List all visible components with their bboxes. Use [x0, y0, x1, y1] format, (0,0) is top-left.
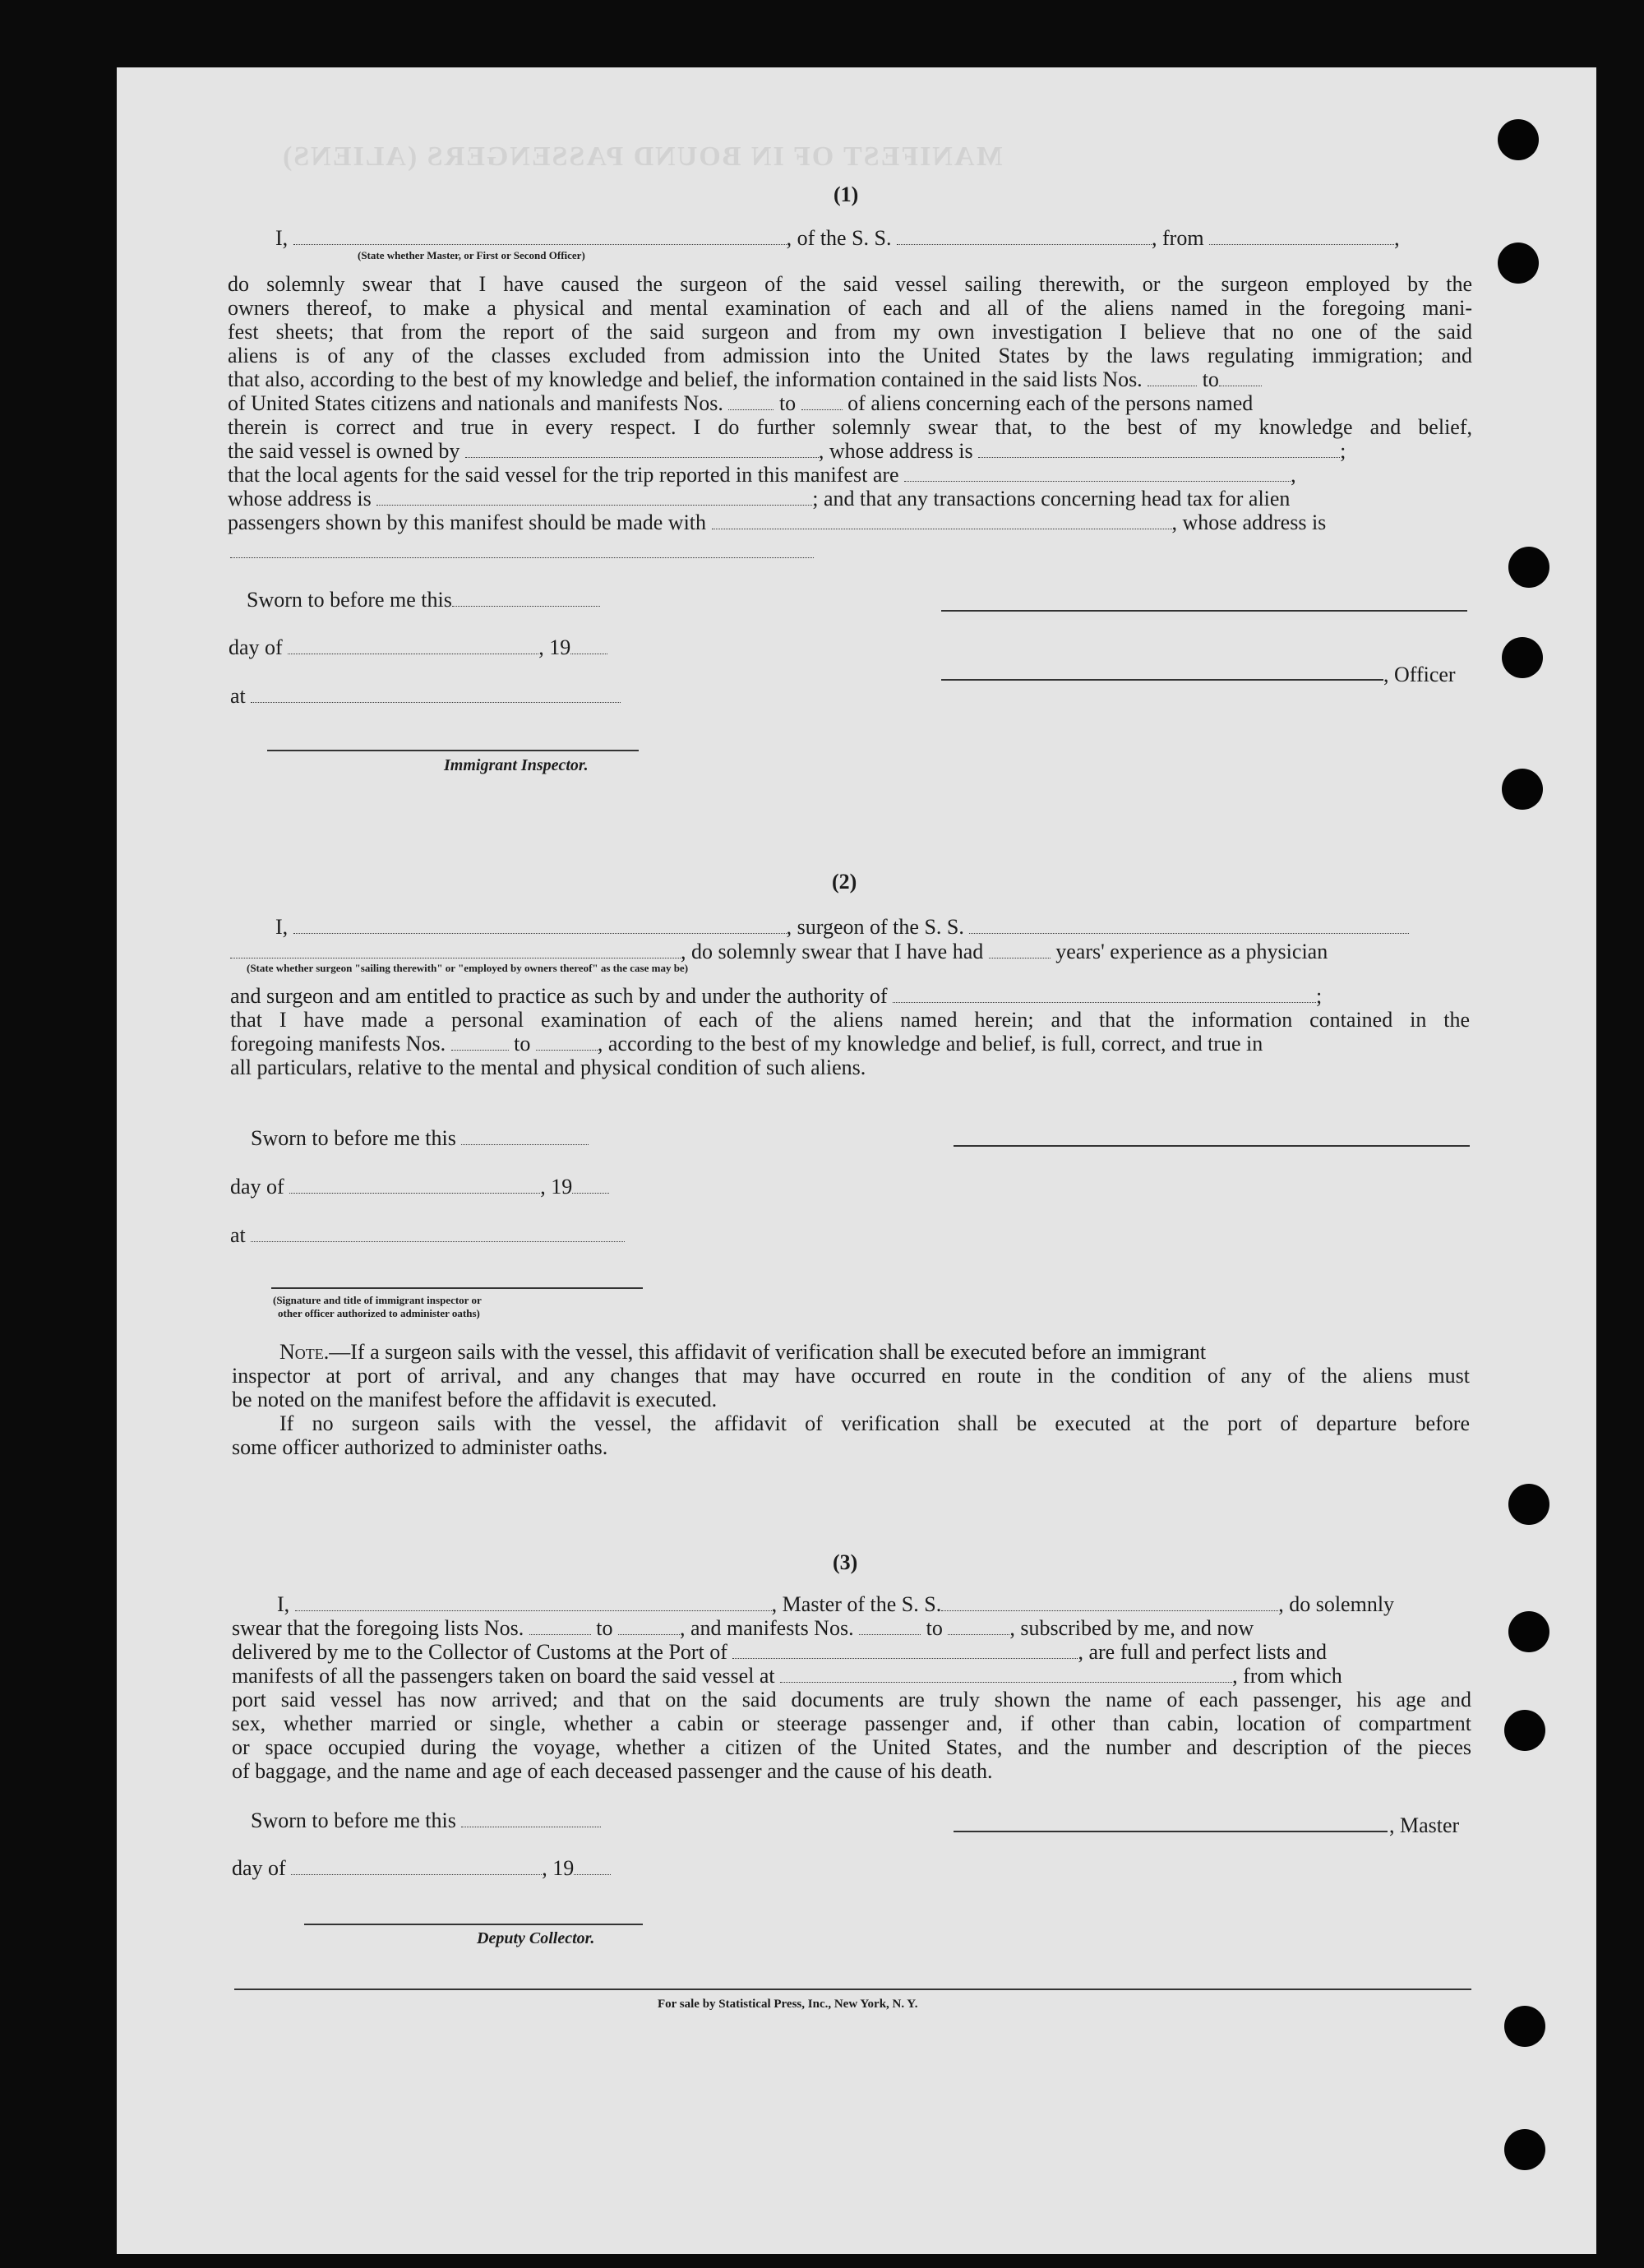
s1-para-line-agent-address: whose address is ; and that any transactions concerning head tax for alien — [228, 487, 1291, 510]
s1-para-line: owners thereof, to make a physical and mental examination of each and all of the aliens named in the foregoing mani- — [228, 296, 1472, 320]
s1-agents-address-field[interactable] — [376, 490, 812, 506]
s3-line-4: manifests of all the passengers taken on board the said vessel at , from which — [232, 1664, 1342, 1688]
s2-line-2: , do solemnly swear that I have had years' experience as a physician — [230, 940, 1328, 964]
s1-para-line-agents: that the local agents for the said vessel for the trip reported in this manifest are , — [228, 463, 1296, 487]
s2-authority-field[interactable] — [893, 987, 1316, 1003]
binder-hole — [1502, 769, 1543, 810]
s1-inspector-label: Immigrant Inspector. — [444, 756, 589, 774]
s3-master-name-field[interactable] — [295, 1596, 772, 1611]
s2-para-line-manifests: foregoing manifests Nos. to , according to the best of my knowledge and belief, is full, correct, and true in — [230, 1032, 1263, 1055]
binder-hole — [1508, 547, 1549, 588]
s3-para-line: sex, whether married or single, whether a cabin or steerage passenger and, if other than cabin, location of compartment — [232, 1711, 1471, 1735]
s1-owner-field[interactable] — [465, 442, 819, 458]
s1-month-field[interactable] — [288, 639, 538, 654]
s1-officer-signature-line-2[interactable] — [941, 679, 1383, 681]
s1-para-line-headtax: passengers shown by this manifest should be made with , whose address is — [228, 510, 1327, 534]
s1-owner-address-field[interactable] — [978, 442, 1340, 458]
s1-ship-name-field[interactable] — [897, 229, 1152, 245]
s1-officer-name-field[interactable] — [293, 229, 787, 245]
s1-sworn: Sworn to before me this — [247, 588, 600, 612]
s2-note-label: Note. — [279, 1340, 330, 1364]
s1-officer-signature-line-1[interactable] — [941, 610, 1467, 612]
s1-lists-to-field[interactable] — [1219, 371, 1262, 386]
binder-hole — [1508, 1611, 1549, 1652]
s2-surgeon-note: (State whether surgeon "sailing therewith" or "employed by owners thereof" as the case may be) — [247, 962, 689, 974]
s2-signature-note-2: other officer authorized to administer oaths) — [278, 1307, 480, 1319]
s1-day-of: day of , 19 — [229, 635, 607, 660]
section-1-number: (1) — [834, 182, 859, 206]
s1-headtax-address-field[interactable] — [230, 557, 814, 558]
s2-day-of: day of , 19 — [230, 1175, 609, 1199]
s1-officer-label: , Officer — [1383, 663, 1456, 686]
s3-master-label: , Master — [1389, 1813, 1460, 1837]
s1-sworn-date-field[interactable] — [452, 591, 600, 607]
s1-manifests-from-field[interactable] — [728, 395, 774, 410]
section-2-number: (2) — [832, 870, 857, 894]
s2-note-line: If no surgeon sails with the vessel, the affidavit of verification shall be executed at the port of departure before — [279, 1411, 1470, 1435]
s1-line1-end: , — [1394, 226, 1400, 250]
s2-sworn: Sworn to before me this — [251, 1126, 589, 1151]
s1-para-line: fest sheets; that from the report of the said surgeon and from my own investigation I believe that no one of the said — [228, 320, 1472, 344]
s3-month-field[interactable] — [291, 1859, 542, 1875]
s1-agents-field[interactable] — [904, 466, 1291, 482]
s2-surgeon-signature-line[interactable] — [954, 1145, 1470, 1147]
s2-manifests-to-field[interactable] — [536, 1035, 598, 1051]
s2-surgeon-name-field[interactable] — [293, 918, 787, 934]
s3-year-field[interactable] — [574, 1859, 611, 1875]
section-3-number: (3) — [833, 1550, 858, 1574]
s1-inspector-signature-line[interactable] — [267, 750, 639, 751]
s3-line-1: I, , Master of the S. S. , do solemnly — [277, 1592, 1395, 1616]
s2-at: at — [230, 1223, 625, 1248]
binder-hole — [1498, 119, 1539, 160]
footer-rule — [234, 1989, 1471, 1990]
binder-hole — [1504, 2129, 1545, 2170]
s1-para-line: therein is correct and true in every respect. I do further solemnly swear that, to the best of my knowledge and belief, — [228, 415, 1472, 439]
s2-para-line: all particulars, relative to the mental and physical condition of such aliens. — [230, 1055, 866, 1079]
s3-port-field[interactable] — [732, 1643, 1078, 1659]
printer-credit: For sale by Statistical Press, Inc., New York, N. Y. — [658, 1998, 918, 2011]
s1-at: at — [230, 684, 621, 709]
s2-para-line-authority: and surgeon and am entitled to practice as such by and under the authority of ; — [230, 984, 1323, 1008]
s3-ship-name-field[interactable] — [941, 1596, 1278, 1611]
s3-manifests-to-field[interactable] — [948, 1619, 1009, 1635]
s2-signature-note-1: (Signature and title of immigrant inspector or — [273, 1294, 482, 1306]
s3-master-signature-line[interactable] — [954, 1831, 1388, 1832]
s1-from-port-field[interactable] — [1209, 229, 1394, 245]
s1-para-line-lists: that also, according to the best of my knowledge and belief, the information contained in the said lists Nos. to — [228, 367, 1262, 392]
s1-of-ss: , of the S. S. — [786, 226, 892, 250]
s1-headtax-field[interactable] — [712, 514, 1172, 529]
s1-para-line-owner: the said vessel is owned by , whose address is ; — [228, 439, 1346, 463]
s2-inspector-signature-line[interactable] — [271, 1287, 643, 1289]
s1-place-field[interactable] — [251, 687, 621, 703]
binder-hole — [1502, 637, 1543, 678]
s3-day-of: day of , 19 — [232, 1856, 611, 1881]
s3-lists-to-field[interactable] — [618, 1619, 680, 1635]
s3-sworn-date-field[interactable] — [461, 1812, 601, 1827]
s3-departure-port-field[interactable] — [780, 1667, 1232, 1683]
s2-line-1: I, , surgeon of the S. S. — [275, 915, 1409, 940]
s3-line-2: swear that the foregoing lists Nos. to , and manifests Nos. to , subscribed by me, and now — [232, 1616, 1254, 1640]
s3-para-line: port said vessel has now arrived; and that on the said documents are truly shown the name of each passenger, his age and — [232, 1688, 1471, 1711]
s2-ship-name-field[interactable] — [969, 918, 1409, 934]
s3-manifests-from-field[interactable] — [859, 1619, 921, 1635]
s3-deputy-label: Deputy Collector. — [477, 1929, 595, 1947]
s1-para-line: aliens is of any of the classes excluded from admission into the United States by the laws regulating immigration; and — [228, 344, 1472, 367]
s2-note-line-1: Note.—If a surgeon sails with the vessel, this affidavit of verification shall be executed before an immigrant — [279, 1340, 1207, 1364]
s1-lists-from-field[interactable] — [1148, 371, 1197, 386]
binder-hole — [1504, 1710, 1545, 1751]
s3-para-line: or space occupied during the voyage, whether a citizen of the United States, and the number and description of the pieces — [232, 1735, 1471, 1759]
s1-master-note: (State whether Master, or First or Second Officer) — [358, 249, 585, 261]
s3-sworn: Sworn to before me this — [251, 1808, 601, 1833]
s2-manifests-from-field[interactable] — [451, 1035, 509, 1051]
s2-year-field[interactable] — [572, 1178, 609, 1194]
binder-hole — [1498, 243, 1539, 284]
s2-place-field[interactable] — [251, 1226, 625, 1242]
binder-hole — [1508, 1484, 1549, 1525]
s1-para-line: do solemnly swear that I have caused the surgeon of the said vessel sailing therewith, or the surgeon employed by the — [228, 272, 1472, 296]
faint-bleedthrough-header: MANIFEST OF IN BOUND PASSENGERS (ALIENS) — [281, 141, 1003, 172]
s2-note-line: be noted on the manifest before the affidavit is executed. — [232, 1388, 718, 1411]
s1-year-field[interactable] — [570, 639, 607, 654]
s1-manifests-to-field[interactable] — [801, 395, 843, 410]
s1-I: I, — [275, 226, 289, 250]
s1-from: , from — [1152, 226, 1204, 250]
s2-years-field[interactable] — [989, 943, 1051, 958]
binder-hole — [1504, 2006, 1545, 2047]
s2-surgeon-status-field[interactable] — [230, 943, 681, 958]
s3-para-line: of baggage, and the name and age of each deceased passenger and the cause of his death. — [232, 1759, 993, 1783]
s1-line-1 — [275, 226, 1400, 251]
s1-para-line-manifests: of United States citizens and nationals and manifests Nos. to of aliens concerning each of the persons named — [228, 391, 1254, 415]
s3-deputy-signature-line[interactable] — [304, 1924, 643, 1925]
s3-lists-from-field[interactable] — [529, 1619, 591, 1635]
s3-line-3: delivered by me to the Collector of Customs at the Port of , are full and perfect lists and — [232, 1640, 1327, 1664]
s2-month-field[interactable] — [289, 1178, 540, 1194]
s2-note-line: some officer authorized to administer oaths. — [232, 1435, 608, 1459]
s2-sworn-date-field[interactable] — [461, 1129, 589, 1145]
s2-para-line: that I have made a personal examination of each of the aliens named herein; and that the information contained in the — [230, 1008, 1470, 1032]
s2-note-line: inspector at port of arrival, and any changes that may have occurred en route in the condition of any of the aliens must — [232, 1364, 1470, 1388]
